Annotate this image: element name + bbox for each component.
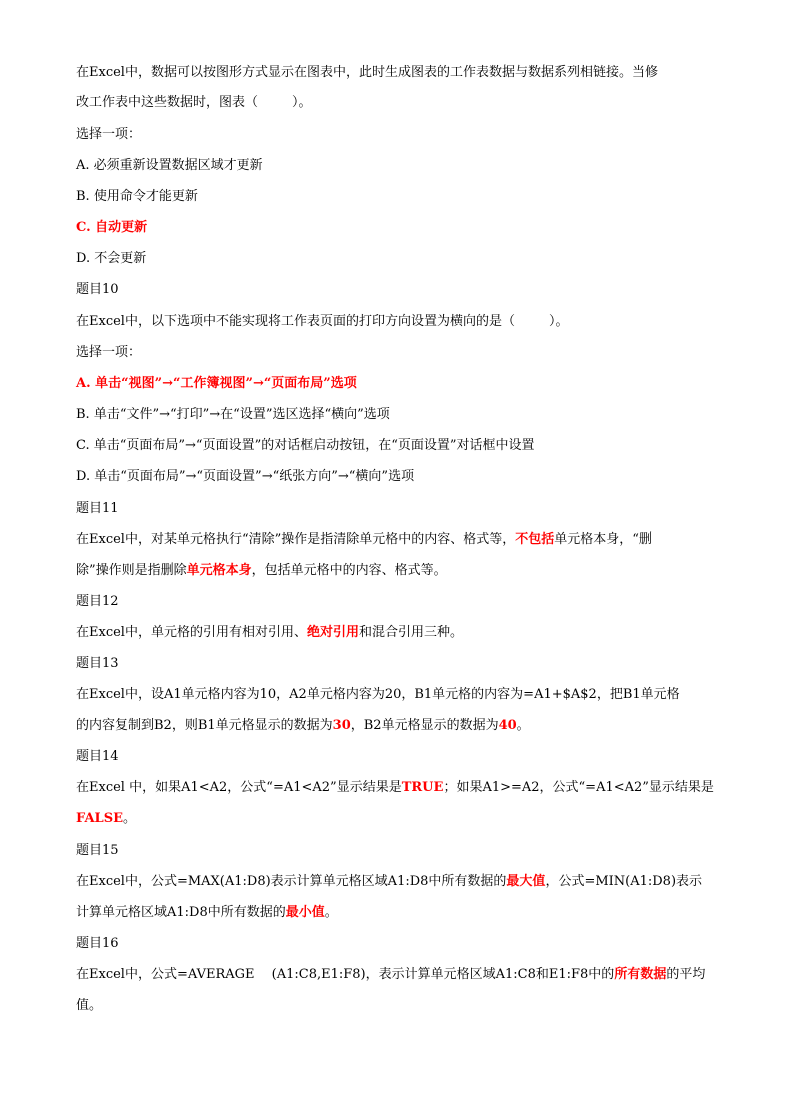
- q10-option-d: D. 单击“页面布局”→“页面设置”→“纸张方向”→“横向”选项: [76, 469, 415, 484]
- q14-answer-false: FALSE: [76, 811, 123, 826]
- q14-line2: [76, 810, 136, 828]
- q15-title: 题目15: [76, 843, 119, 858]
- q13-line2-mid: ，B2单元格显示的数据为: [350, 718, 499, 733]
- q14-line1: [76, 779, 714, 797]
- q16-title: 题目16: [76, 936, 119, 951]
- q10-option-b: B. 单击“文件”→“打印”→在“设置”选区选择“横向”选项: [76, 407, 390, 422]
- q15-line2: [76, 904, 338, 922]
- q11-line1-end: 单元格本身，“删: [554, 532, 652, 547]
- q10-stem-text: 在Excel中，以下选项中不能实现将工作表页面的打印方向设置为横向的是（: [76, 314, 515, 329]
- q13-line2-text: 的内容复制到B2，则B1单元格显示的数据为: [76, 718, 333, 733]
- q10-title: 题目10: [76, 282, 119, 297]
- q14-title: 题目14: [76, 749, 119, 764]
- q10-option-a-correct: A. 单击“视图”→“工作簿视图”→“页面布局”选项: [76, 376, 357, 391]
- q16-line1: [76, 966, 705, 984]
- q9-option-a: A. 必须重新设置数据区域才更新: [76, 158, 263, 173]
- q15-answer-min: 最小值: [285, 905, 325, 920]
- q11-line1: [76, 531, 652, 549]
- q11-line2: [76, 562, 447, 580]
- q10-stem-end: ）。: [548, 314, 569, 329]
- q14-line1-end: ；如果A1>=A2，公式“=A1<A2”显示结果是: [443, 780, 714, 795]
- q12-title: 题目12: [76, 594, 119, 609]
- q15-line1: [76, 873, 702, 891]
- q9-option-d: D. 不会更新: [76, 251, 147, 266]
- q14-line1-text: 在Excel 中，如果A1<A2，公式“=A1<A2”显示结果是: [76, 780, 402, 795]
- q10-choose-label: 选择一项：: [76, 345, 142, 360]
- q14-line2-end: 。: [123, 811, 137, 826]
- q10-option-c: C. 单击“页面布局”→“页面设置”的对话框启动按钮，在“页面设置”对话框中设置: [76, 438, 535, 453]
- q12-line1-text: 在Excel中，单元格的引用有相对引用、: [76, 625, 307, 640]
- q16-answer: 所有数据: [614, 967, 667, 982]
- q10-stem: [76, 313, 568, 331]
- q13-line2: [76, 717, 530, 735]
- q11-line2-answer: 单元格本身: [186, 563, 252, 578]
- q15-answer-max: 最大值: [506, 874, 546, 889]
- q11-line2-text: 除”操作则是指删除: [76, 563, 187, 578]
- q9-option-c-correct: C. 自动更新: [76, 220, 148, 235]
- q9-choose-label: 选择一项：: [76, 127, 142, 142]
- q14-answer-true: TRUE: [401, 780, 444, 795]
- q12-line1-end: 和混合引用三种。: [358, 625, 463, 640]
- q15-line1-end: ，公式=MIN(A1:D8)表示: [545, 874, 703, 889]
- q9-stem-line1: 在Excel中，数据可以按图形方式显示在图表中，此时生成图表的工作表数据与数据系列相链接。当修: [76, 65, 658, 80]
- q13-answer-b1: 30: [332, 718, 351, 733]
- q12-line1: [76, 624, 463, 642]
- q9-stem-line2-end: ）。: [292, 95, 312, 110]
- q11-title: 题目11: [76, 501, 119, 516]
- q11-line2-end: ，包括单元格中的内容、格式等。: [251, 563, 447, 578]
- q9-option-b: B. 使用命令才能更新: [76, 189, 198, 204]
- q15-line2-text: 计算单元格区域A1:D8中所有数据的: [76, 905, 286, 920]
- q9-stem-line2: [76, 94, 312, 112]
- q16-line1-text: 在Excel中，公式=AVERAGE (A1:C8,E1:F8)，表示计算单元格区域A1:C8和E1:F8中的: [76, 967, 615, 982]
- q16-line1-end: 的平均: [666, 967, 706, 982]
- q11-line1-answer: 不包括: [515, 532, 555, 547]
- q13-answer-b2: 40: [498, 718, 517, 733]
- q13-line2-end: 。: [516, 718, 530, 733]
- q11-line1-text: 在Excel中，对某单元格执行“清除”操作是指清除单元格中的内容、格式等，: [76, 532, 516, 547]
- q15-line2-end: 。: [324, 905, 338, 920]
- q13-title: 题目13: [76, 656, 119, 671]
- q9-stem-line2-text: 改工作表中这些数据时，图表（: [76, 95, 259, 110]
- q16-line2: 值。: [76, 998, 103, 1013]
- q13-line1: 在Excel中，设A1单元格内容为10，A2单元格内容为20，B1单元格的内容为=A1+$A$2，把B1单元格: [76, 687, 680, 702]
- q15-line1-text: 在Excel中，公式=MAX(A1:D8)表示计算单元格区域A1:D8中所有数据的: [76, 874, 507, 889]
- q12-line1-answer: 绝对引用: [306, 625, 359, 640]
